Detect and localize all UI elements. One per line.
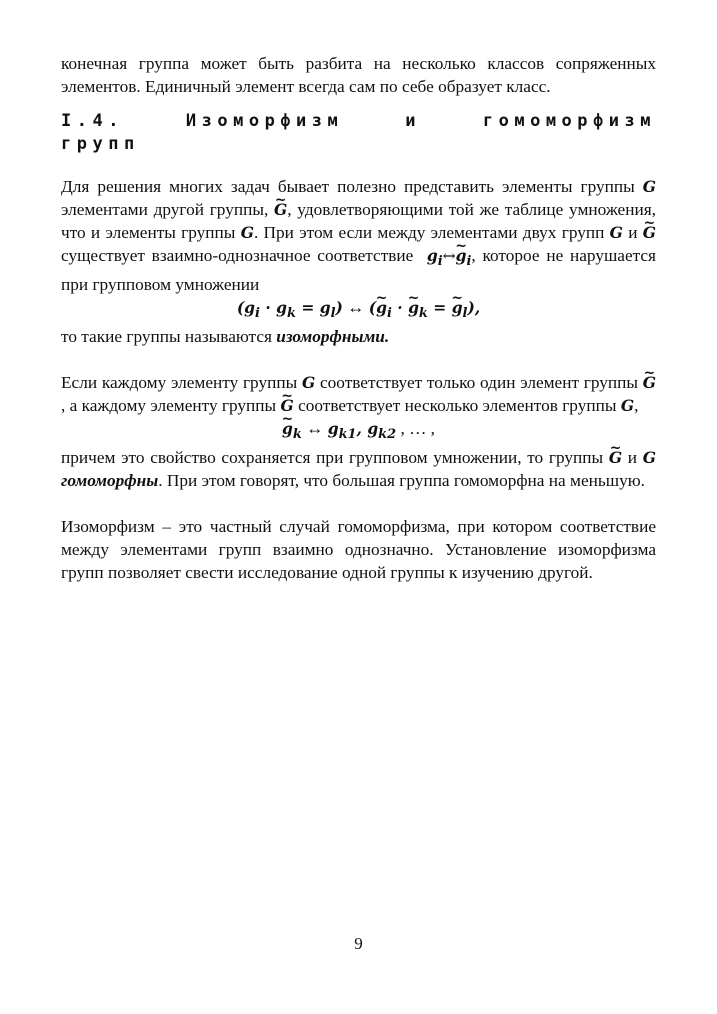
isomorphism-conclusion <box>61 325 656 348</box>
index-i: i <box>386 306 392 322</box>
arrow-symbol: ↔ <box>442 247 456 265</box>
symbol-g-tilde: ~ g <box>376 296 387 319</box>
top-paragraph <box>61 52 656 98</box>
index-l: l <box>330 306 336 322</box>
symbol-G-tilde: ~ G <box>281 394 294 417</box>
symbol-G-tilde: ~ G <box>643 371 656 394</box>
text-span: соответствует несколько элементов группы <box>298 396 617 416</box>
section-heading <box>61 109 656 155</box>
symbol-g-tilde: ~ g <box>282 417 293 440</box>
homomorphism-conclusion <box>61 446 656 492</box>
symbol-G: G <box>240 223 254 242</box>
index-k2: k2 <box>378 427 397 443</box>
heading-word-homomorphism: гомоморфизм <box>482 111 656 131</box>
symbol-g: g <box>244 298 255 318</box>
index-i: i <box>466 254 472 270</box>
paren: ) <box>335 298 343 318</box>
index-k: k <box>418 306 428 322</box>
dot-operator: · <box>397 298 403 318</box>
isomorphism-paragraph <box>61 175 656 296</box>
text-span: и <box>627 448 638 468</box>
equals-sign: = <box>433 298 447 318</box>
symbol-g-tilde: ~ g <box>408 296 419 319</box>
heading-word-and: и <box>405 111 421 131</box>
symbol-G-tilde: ~ G <box>274 198 287 221</box>
text-span: Если каждому элементу группы <box>61 373 298 393</box>
symbol-g: g <box>319 298 331 318</box>
symbol-g: g <box>327 419 339 439</box>
text-span: причем это свойство сохраняется при групповом умножении, то группы <box>61 448 604 468</box>
term-homomorphic: гомоморфны <box>61 471 159 491</box>
ellipsis-tail: , … , <box>400 419 435 439</box>
arrow-symbol: ↔ <box>306 419 324 439</box>
symbol-G: G <box>620 396 635 416</box>
text-span: то такие группы называются <box>61 327 272 347</box>
top-paragraph-line1: конечная группа может быть разбита на несколько классов сопряженных <box>61 54 656 73</box>
arrow-symbol: ↔ <box>347 298 365 318</box>
dot-operator: · <box>265 298 271 318</box>
text-span: , <box>634 396 639 416</box>
symbol-g-tilde: ~ g <box>452 296 463 319</box>
correspondence-formula <box>426 246 472 270</box>
index-l: l <box>462 306 468 322</box>
index-k: k <box>292 427 302 443</box>
final-paragraph: Изоморфизм – это частный случай гомоморфизма, при котором соответствие между элементами групп взаимно однозначно. Установление изоморфизма групп позволяет свести исследование одной группы к изучению другой. <box>61 517 656 583</box>
text-span: , удовлетворяющими той же таблице умножения, что и элементы группы <box>61 200 656 242</box>
text-span: существует взаимно-однозначное соответствие <box>61 246 414 265</box>
text-span: и <box>628 223 638 242</box>
paren: ), <box>467 298 481 318</box>
top-paragraph-line2: элементов. Единичный элемент всегда сам по себе образует класс. <box>61 77 551 96</box>
symbol-G: G <box>301 373 316 393</box>
symbol-G-tilde: ~ G <box>609 446 622 469</box>
text-span: . При этом говорят, что большая группа гомоморфна на меньшую. <box>158 471 645 491</box>
text-span: . При этом если между элементами двух групп <box>253 223 605 242</box>
homomorphism-paragraph <box>61 371 656 417</box>
heading-word-isomorphism: Изоморфизм <box>185 111 344 131</box>
symbol-g: g <box>426 246 438 265</box>
symbol-G: G <box>642 177 656 196</box>
symbol-g: g <box>276 298 287 318</box>
index-k1: k1 <box>338 427 357 443</box>
heading-word-groups: групп <box>61 134 140 154</box>
symbol-g-tilde: ~ g <box>456 244 467 267</box>
index-i: i <box>437 254 443 270</box>
paren: ( <box>368 298 377 318</box>
comma: , <box>356 419 362 439</box>
text-span: , которое не нарушается при групповом умножении <box>61 246 657 295</box>
text-span: соответствует только один элемент группы <box>319 373 639 393</box>
text-span: Для решения многих задач бывает полезно представить элементы группы <box>61 177 635 196</box>
index-k: k <box>286 306 296 322</box>
paren: ( <box>236 298 245 318</box>
symbol-g: g <box>367 419 379 439</box>
symbol-G: G <box>609 223 623 242</box>
equals-sign: = <box>301 298 315 318</box>
text-span: элементами другой группы, <box>61 200 269 219</box>
term-isomorphic: изоморфными. <box>276 327 390 347</box>
page-body <box>61 52 656 584</box>
text-span: , а каждому элементу группы <box>61 396 277 416</box>
isomorphism-equation <box>61 296 656 325</box>
index-i: i <box>255 306 260 322</box>
symbol-G-tilde: ~ G <box>643 221 656 244</box>
page-number: 9 <box>354 934 363 953</box>
homomorphism-equation <box>61 417 656 446</box>
symbol-G: G <box>642 448 656 468</box>
heading-number: I.4. <box>61 111 124 131</box>
